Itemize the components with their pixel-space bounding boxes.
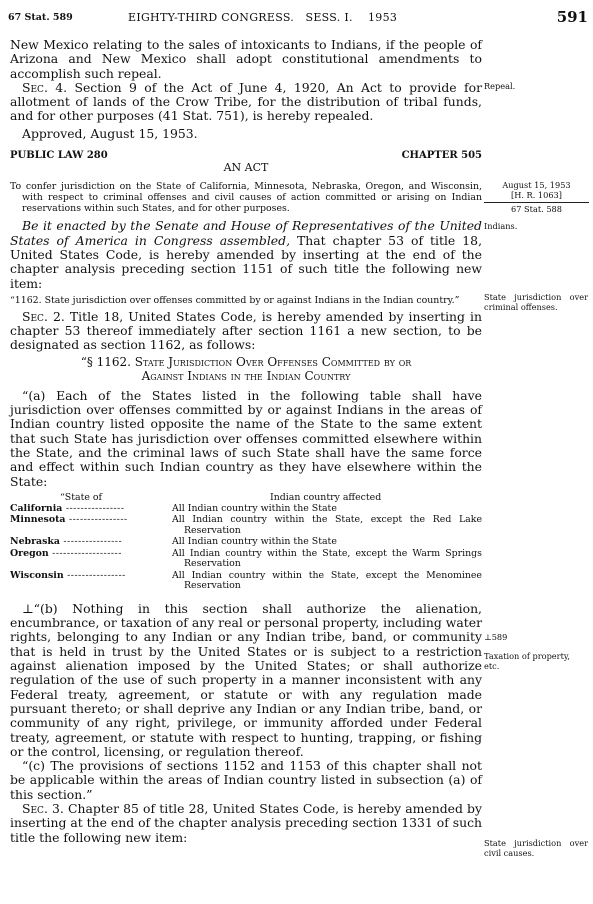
running-header: [8, 8, 588, 28]
main-text: [10, 38, 482, 845]
table-row: [10, 549, 482, 570]
enacting-text: That chapter 53 of title 18, United States Code, is hereby amended by inserting at the end of the chapter analysis preceding section 1151 of such title the following new item:: [10, 232, 483, 291]
section-4: [10, 81, 482, 124]
section-heading-line1: “§ 1162. State Jurisdiction Over Offenses Committed by or: [80, 354, 412, 369]
table-state: Oregon: [10, 548, 49, 559]
table-area: All Indian country within the State, except the Warm Springs Reservation: [172, 547, 482, 570]
table-state: Minnesota: [10, 515, 66, 526]
header-stat-ref: 67 Stat. 589: [8, 12, 73, 23]
enacting-clause: [10, 219, 482, 290]
table-state: California: [10, 503, 63, 514]
section-2: [10, 310, 482, 353]
paragraph-b: [10, 602, 482, 759]
header-year: 1953: [367, 11, 398, 24]
state-table-col1-header: “State of: [60, 491, 102, 503]
header-title: [128, 11, 397, 24]
act-purpose: To confer jurisdiction on the State of California, Minnesota, Nebraska, Oregon, and Wisconsin, with respect to criminal offenses and civil causes of action committed or arising on Indian reservations within such States, and for other purposes.: [10, 181, 482, 215]
margin-note-date: August 15, 1953: [502, 180, 571, 190]
margin-note-indians: Indians.: [484, 221, 518, 231]
table-row: [10, 504, 482, 515]
sec3-text: Chapter 85 of title 28, United States Code, is hereby amended by inserting at the end of the chapter analysis preceding section 1331 of such title the following new item:: [10, 800, 482, 845]
public-law-line: [10, 147, 482, 161]
section-3: [10, 802, 482, 845]
table-row: [10, 515, 482, 536]
margin-note-state-jurisdiction-offenses: State jurisdiction over criminal offenses.: [484, 292, 588, 312]
sec2-label: Sec. 2.: [22, 308, 65, 324]
continuation-paragraph: New Mexico relating to the sales of intoxicants to Indians, if the people of Arizona and New Mexico shall adopt constitutional amendments to accomplish such repeal.: [10, 37, 482, 81]
margin-note-taxation: Taxation of property, etc.: [484, 651, 570, 671]
margin-note-rule: [484, 202, 589, 203]
state-table-col2-header: Indian country affected: [270, 491, 382, 503]
item-1162: “1162. State jurisdiction over offenses committed by or against Indians in the Indian country.”: [10, 294, 460, 306]
margin-note-stat: 67 Stat. 588: [511, 204, 562, 214]
section-1162-heading: [10, 355, 482, 383]
table-state: Wisconsin: [10, 570, 64, 581]
state-table-header: [10, 493, 482, 504]
approval-line: Approved, August 15, 1953.: [22, 125, 198, 141]
header-session: SESS. I.: [305, 11, 353, 24]
leader-dots: -------------------: [48, 548, 122, 559]
an-act-heading: AN ACT: [223, 161, 269, 175]
table-area: All Indian country within the State: [172, 502, 337, 514]
page-number: 591: [556, 8, 588, 26]
paragraph-a: “(a) Each of the States listed in the following table shall have jurisdiction over offenses committed by or against Indians in the areas of Indian country listed opposite the name of the State to the same extent that such State has jurisdiction over offenses committed elsewhere within the State, and the criminal laws of such State shall have the same force and effect within such Indian country as they have elsewhere within the State:: [10, 387, 482, 489]
header-congress: EIGHTY-THIRD CONGRESS.: [128, 11, 295, 24]
enacting-italic: Be it enacted by the Senate and House of Representatives of the United States of America in Congress assembled,: [10, 218, 482, 248]
sec4-label: Sec. 4.: [22, 79, 68, 95]
table-area: All Indian country within the State, except the Menominee Reservation: [172, 569, 482, 592]
leader-dots: ----------------: [62, 503, 125, 514]
sec3-label: Sec. 3.: [22, 800, 64, 816]
paragraph-c: “(c) The provisions of sections 1152 and 1153 of this chapter shall not be applicable within the areas of Indian country listed in subsection (a) of this section.”: [10, 758, 482, 802]
sec4-text: Section 9 of the Act of June 4, 1920, An Act to provide for allotment of lands of the Crow Tribe, for the distribution of tribal funds, and for other purposes (41 Stat. 751), is hereby repealed.: [10, 79, 482, 124]
chapter-number: CHAPTER 505: [401, 150, 482, 162]
table-state: Nebraska: [10, 537, 60, 548]
sec2-text: Title 18, United States Code, is hereby amended by inserting in chapter 53 thereof immediately after section 1161 a new section, to be designated as section 1162, as follows:: [10, 308, 482, 353]
margin-note-state-jurisdiction-civil: State jurisdiction over civil causes.: [484, 838, 588, 858]
margin-note-bill: [H. R. 1063]: [511, 189, 562, 200]
table-area: All Indian country within the State, except the Red Lake Reservation: [172, 514, 482, 536]
leader-dots: ----------------: [59, 537, 123, 548]
leader-dots: ----------------: [65, 515, 128, 526]
table-row: [10, 571, 482, 592]
state-table: [10, 493, 482, 592]
paragraph-b-text: “(b) Nothing in this section shall authorize the alienation, encumbrance, or taxation of any real or personal property, including water rights, belonging to any Indian or any Indian tribe, band, or community that is held in trust by the United States or is subject to a restriction against alienation imposed by the United States; or shall authorize regulation of the use of such property in a manner inconsistent with any Federal treaty, agreement, or statute or with any regulation made pursuant thereto; or shall deprive any Indian or any Indian tribe, band, or community of any right, privilege, or immunity afforded under Federal treaty, agreement, or statute with respect to hunting, trapping, or fishing or the control, licensing, or regulation thereof.: [10, 600, 482, 759]
leader-dots: ----------------: [63, 570, 126, 581]
margin-note-bill-info: [484, 181, 589, 215]
page-break-marker: ⊥: [22, 600, 34, 616]
public-law-number: PUBLIC LAW 280: [10, 150, 108, 162]
table-area: All Indian country within the State: [172, 536, 337, 548]
table-row: [10, 537, 482, 548]
section-heading-line2: Against Indians in the Indian Country: [141, 368, 351, 383]
margin-note-page-marker: ⊥589: [484, 632, 508, 642]
margin-note-repeal: Repeal.: [484, 81, 516, 91]
